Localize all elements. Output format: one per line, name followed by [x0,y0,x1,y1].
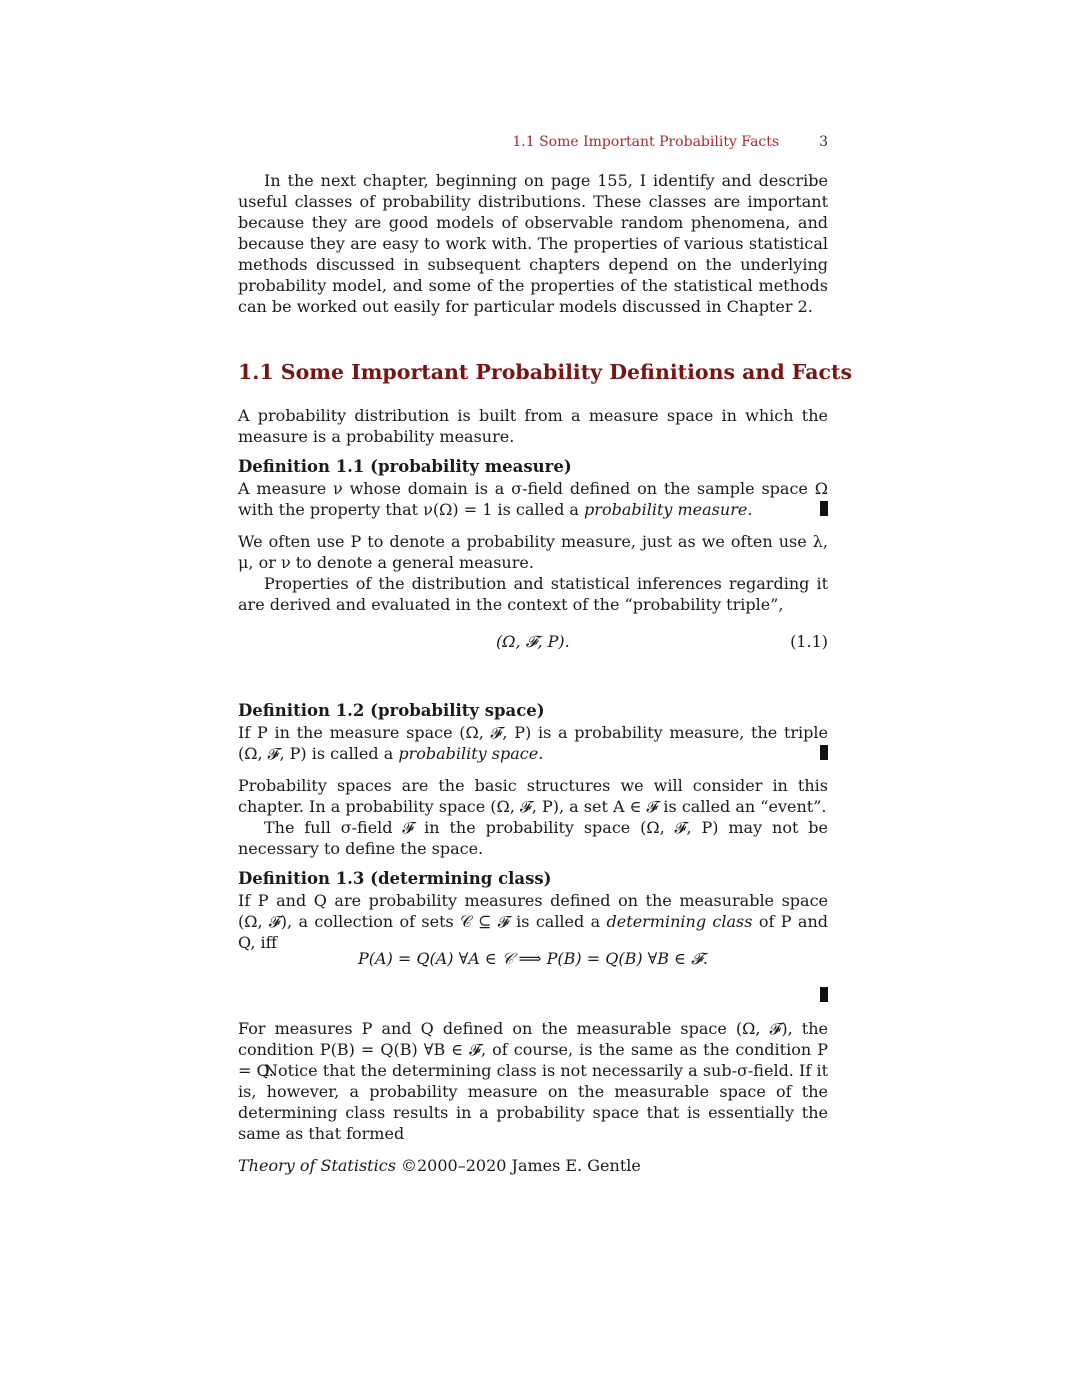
intro-paragraph: In the next chapter, beginning on page 155, I identify and describe useful classes of probability distributions. These classes are important because they are good models of observable random phenomena, and because they are easy to work with. The properties of various statistical methods discussed in subsequent chapters depend on the underlying probability model, and some of the properties of the statistical methods can be worked out easily for particular models discussed in Chapter 2. [238,171,828,316]
paragraph-5: The full σ-field 𝓕 in the probability space (Ω, 𝓕, P) may not be necessary to define the space. [238,818,828,858]
equation-determining [238,949,828,971]
paragraph-3: Properties of the distribution and statistical inferences regarding it are derived and evaluated in the context of the “probability triple”, [238,574,828,614]
running-header [238,134,828,154]
equation-label: (1.1) [790,632,828,651]
paragraph-2: We often use P to denote a probability measure, just as we often use λ, μ, or ν to denote a general measure. [238,532,828,572]
page-number: 3 [819,134,828,150]
definition-body [238,478,828,520]
footer [238,1156,641,1175]
qed-mark [820,745,828,760]
running-title: 1.1 Some Important Probability Facts [512,134,780,150]
definition-text-end: of P and Q, iff [238,912,829,952]
definition-text: A measure ν whose domain is a σ-field defined on the sample space Ω with the property that ν(Ω) = 1 is called a [238,479,828,519]
equation-1-1 [238,632,828,654]
definition-text: If P in the measure space (Ω, 𝓕, P) is a probability measure, the triple (Ω, 𝓕, P) is called a [238,723,828,763]
definition-body [238,722,828,764]
definition-1-1 [238,456,828,520]
definition-text: If P and Q are probability measures defined on the measurable space (Ω, 𝓕), a collection of sets 𝒞 ⊆ 𝓕 is called a [238,891,828,931]
copyright: ©2000–2020 James E. Gentle [401,1156,641,1175]
paragraph-6: For measures P and Q defined on the measurable space (Ω, 𝓕), the condition P(B) = Q(B) ∀B ∈ 𝓕, of course, is the same as the condition P = Q. [238,1019,828,1080]
definition-body [238,890,828,953]
definition-term: determining class [606,912,753,931]
definition-term: probability measure. [584,500,753,519]
qed-mark [820,501,828,516]
definition-term: probability space. [398,744,544,763]
book-title: Theory of Statistics [238,1156,396,1175]
paragraph-1: A probability distribution is built from a measure space in which the measure is a probability measure. [238,406,828,446]
definition-1-3 [238,868,828,953]
qed-mark [820,987,828,1002]
equation-expression: (Ω, 𝓕, P). [496,632,570,651]
definition-title: Definition 1.1 (probability measure) [238,457,572,476]
equation-expression: P(A) = Q(A) ∀A ∈ 𝒞 ⟹ P(B) = Q(B) ∀B ∈ 𝓕. [358,949,708,968]
section-title: 1.1 Some Important Probability Definitions and Facts [238,360,853,384]
definition-1-3-end [238,987,828,1003]
definition-1-2 [238,700,828,764]
definition-title: Definition 1.2 (probability space) [238,701,545,720]
paragraph-4: Probability spaces are the basic structures we will consider in this chapter. In a probability space (Ω, 𝓕, P), a set A ∈ 𝓕 is called an “event”. [238,776,828,816]
paragraph-7: Notice that the determining class is not necessarily a sub-σ-field. If it is, however, a probability measure on the measurable space of the determining class results in a probability space that is essentially the same as that formed [238,1061,828,1143]
definition-title: Definition 1.3 (determining class) [238,869,552,888]
